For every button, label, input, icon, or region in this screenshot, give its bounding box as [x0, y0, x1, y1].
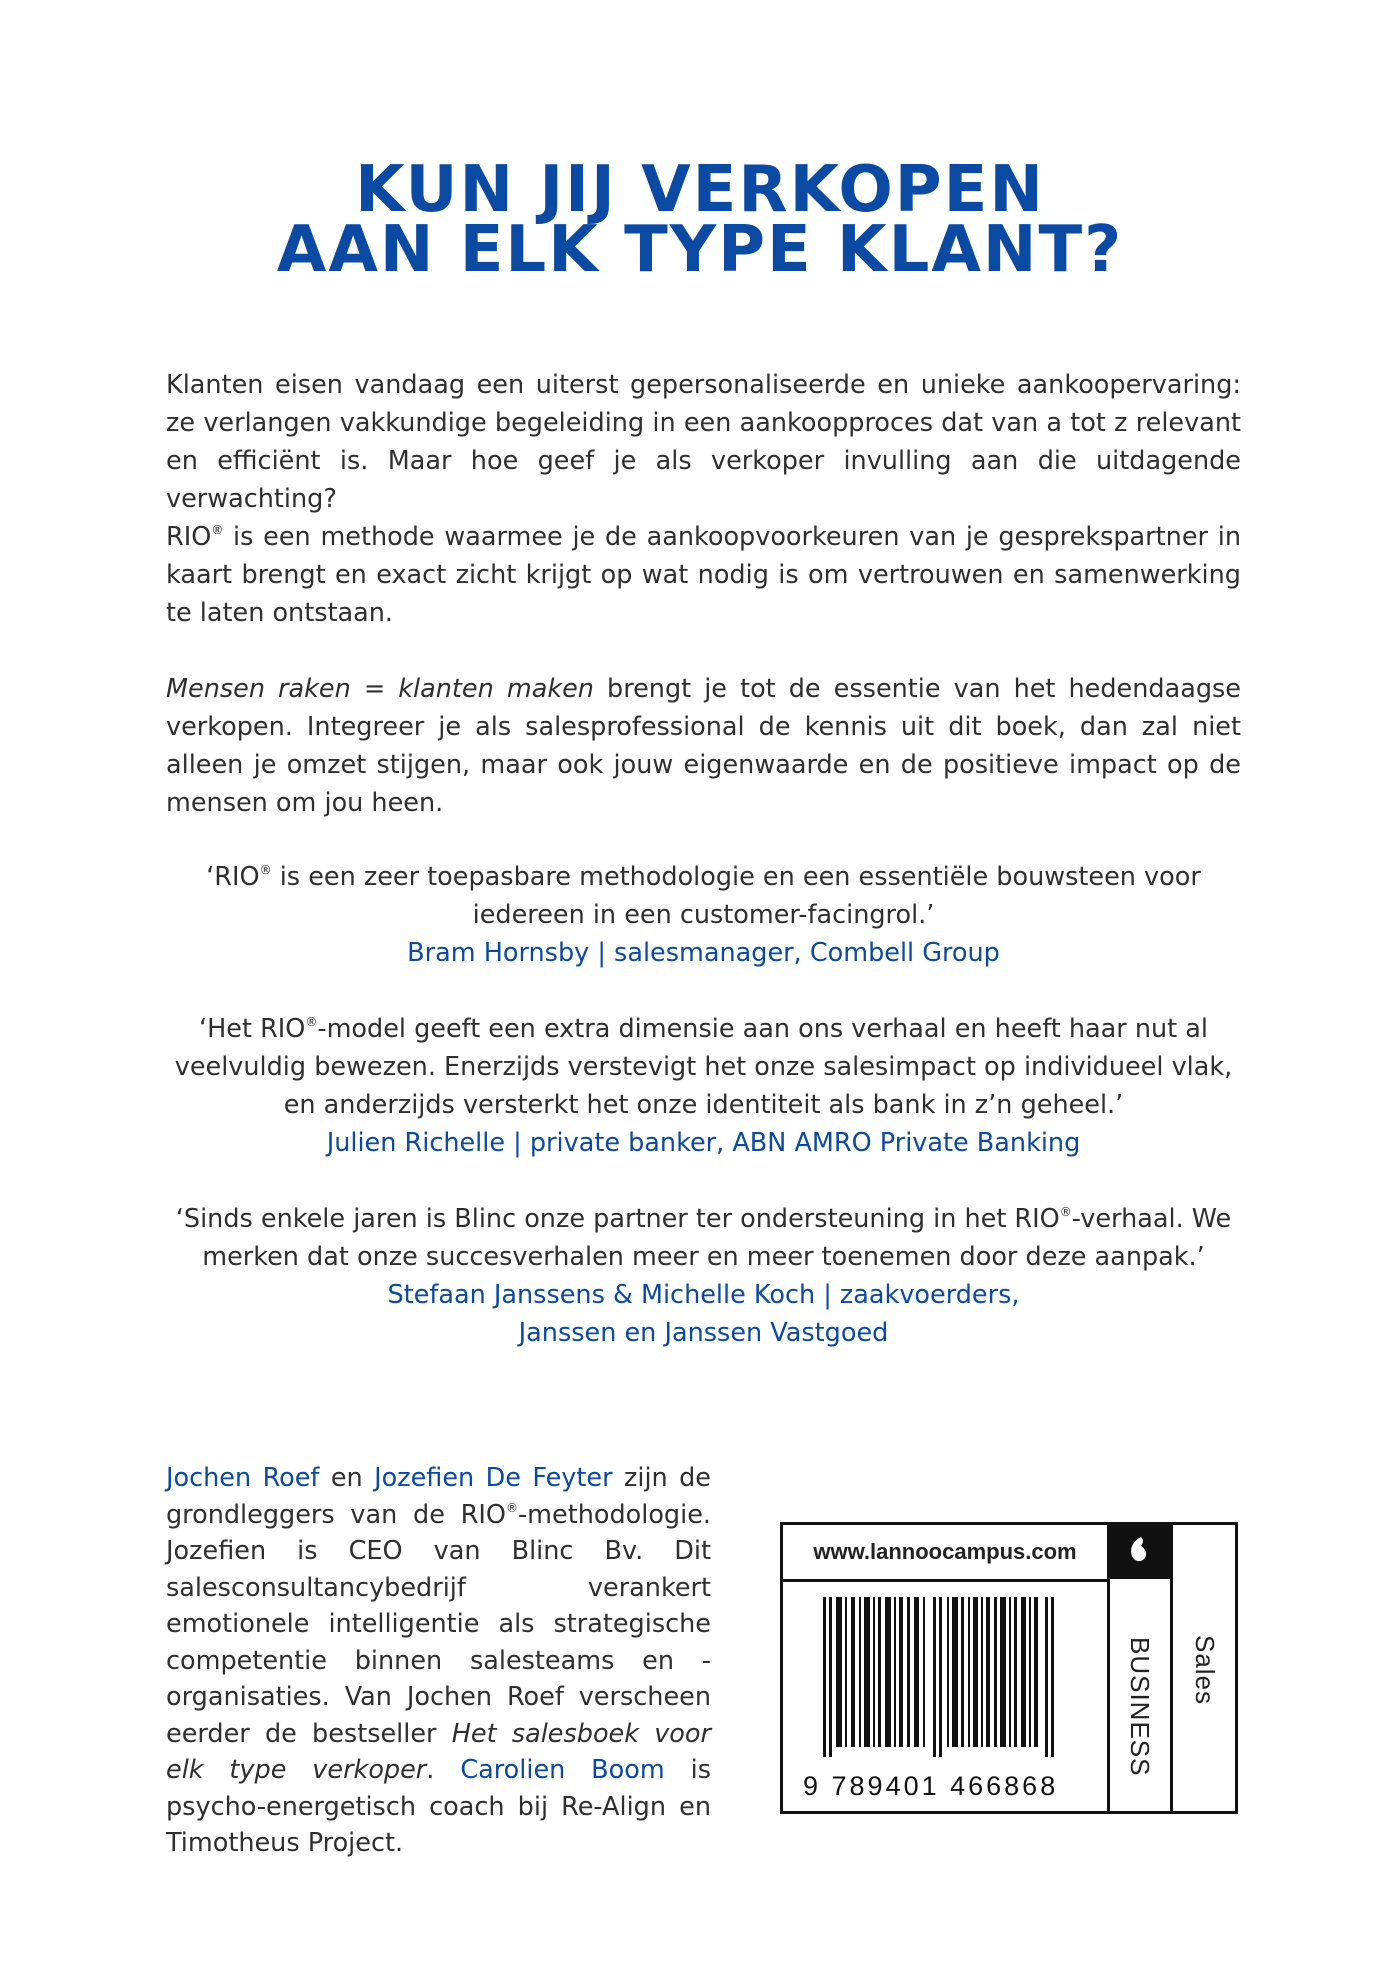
subcategory-label: Sales — [1190, 1635, 1220, 1706]
publisher-logo — [1110, 1525, 1170, 1579]
intro-paragraph-3-text: brengt je tot de essentie van het hedendaagse verkopen. Integreer je als salesprofessional de kennis uit dit boek, dan zal niet alleen je omzet stijgen, maar ook jouw eigenwaarde en de positieve impact op de mensen om jou heen. — [166, 674, 1241, 818]
barcode-box — [780, 1522, 1238, 1814]
registered-mark: ® — [1059, 1205, 1072, 1219]
bio-text: . — [426, 1755, 461, 1785]
previous-book-title: Het salesboek voor elk type verkoper — [166, 1718, 711, 1785]
publisher-logo-icon — [1110, 1525, 1170, 1579]
registered-mark: ® — [211, 523, 224, 537]
bio-text: en — [319, 1463, 375, 1493]
author-name: Carolien Boom — [460, 1755, 665, 1785]
quote-text: -model geeft een extra dimensie aan ons verhaal en heeft haar nut al veelvuldig bewezen. Enerzijds verstevigt het onze salesimpact op individueel vlak, en anderzijds versterkt het onze identiteit als bank in z’n geheel.’ — [174, 1014, 1233, 1120]
author-name: Jozefien De Feyter — [374, 1463, 613, 1493]
headline-line-1: KUN JIJ VERKOPEN — [355, 153, 1045, 227]
quote-attribution-line-2: Janssen en Janssen Vastgoed — [518, 1318, 889, 1348]
author-name: Jochen Roef — [166, 1463, 320, 1493]
quote-text: -verhaal. We merken dat onze succesverhalen meer en meer toenemen door deze aanpak.’ — [202, 1204, 1232, 1272]
quote-text-start: ‘RIO — [206, 862, 260, 892]
intro-paragraph-2-text: is een methode waarmee je de aankoopvoorkeuren van je gesprekspartner in kaart brengt en exact zicht krijgt op wat nodig is om vertrouwen en samenwerking te laten ontstaan. — [166, 522, 1241, 628]
testimonial-quote — [166, 858, 1241, 972]
intro-paragraph-3 — [166, 670, 1241, 822]
testimonial-quote — [166, 1010, 1241, 1162]
category-label: BUSINESS — [1125, 1637, 1155, 1777]
quote-attribution: Julien Richelle | private banker, ABN AMRO Private Banking — [326, 1128, 1081, 1158]
testimonial-quote — [166, 1200, 1241, 1352]
headline-line-2: AAN ELK TYPE KLANT? — [276, 213, 1124, 287]
rio-text: RIO — [166, 522, 212, 552]
quote-text-start: ‘Sinds enkele jaren is Blinc onze partner ter ondersteuning in het RIO — [175, 1204, 1060, 1234]
registered-mark: ® — [505, 1500, 518, 1515]
registered-mark: ® — [259, 863, 272, 877]
bio-text: zijn de grondleggers van de RIO — [166, 1463, 711, 1530]
quote-attribution: Bram Hornsby | salesmanager, Combell Group — [407, 938, 1000, 968]
quote-attribution-line-1: Stefaan Janssens & Michelle Koch | zaakvoerders, — [387, 1280, 1020, 1310]
intro-paragraph-2 — [166, 518, 1241, 632]
headline — [0, 153, 1400, 287]
isbn-number: 9 789401 466868 — [803, 1771, 1059, 1801]
category-column — [1107, 1525, 1173, 1811]
registered-mark: ® — [305, 1015, 318, 1029]
intro-paragraph-1: Klanten eisen vandaag een uiterst gepersonaliseerde en unieke aankoopervaring: ze verlangen vakkundige begeleiding in een aankoopproces dat van a tot z relevant en efficiënt is. Maar hoe geef je als verkoper invulling aan die uitdagende verwachting? — [166, 370, 1241, 514]
bio-text: -methodologie. Jozefien is CEO van Blinc Bv. Dit salesconsultancybedrijf verankert emotionele intelligentie als strategische competentie binnen salesteams en -organisaties. Van Jochen Roef verscheen eerder de bestseller — [166, 1499, 711, 1749]
bio-text: is psycho-energetisch coach bij Re-Align en Timotheus Project. — [166, 1755, 712, 1858]
author-bio — [166, 1460, 711, 1862]
publisher-url: www.lannoocampus.com — [783, 1525, 1107, 1582]
quote-text-start: ‘Het RIO — [199, 1014, 306, 1044]
book-title-italic: Mensen raken = klanten maken — [166, 674, 594, 704]
quote-text: is een zeer toepasbare methodologie en een essentiële bouwsteen voor iedereen in een customer-facingrol.’ — [271, 862, 1201, 930]
barcode — [819, 1597, 1059, 1757]
